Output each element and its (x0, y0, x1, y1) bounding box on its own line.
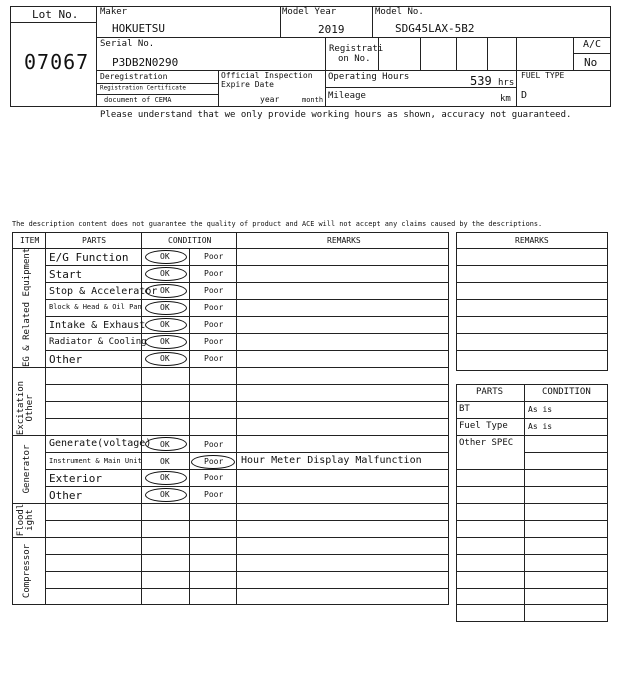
poor-option[interactable]: Poor (204, 320, 224, 329)
ok-option[interactable]: OK (160, 457, 170, 466)
ok-option[interactable]: OK (160, 252, 170, 261)
lot-label: Lot No. (32, 8, 79, 21)
poor-option[interactable]: Poor (204, 354, 224, 363)
maker-label: Maker (100, 7, 128, 17)
model-year-label: Model Year (282, 7, 337, 17)
spec-condition-header: CONDITION (542, 387, 591, 397)
poor-option[interactable]: Poor (204, 457, 224, 466)
mileage-label: Mileage (328, 91, 366, 101)
item-header: ITEM (20, 236, 40, 245)
maker-value: HOKUETSU (112, 22, 165, 35)
poor-option[interactable]: Poor (204, 252, 224, 261)
spec-parts-header: PARTS (476, 387, 504, 397)
disclaimer: The description content does not guarantee the quality of product and ACE will not accept any claims caused by the descriptions. (12, 220, 543, 228)
ok-option[interactable]: OK (160, 303, 170, 312)
model-no-value: SDG45LAX-5B2 (395, 22, 475, 35)
ok-option[interactable]: OK (160, 354, 170, 363)
operating-hours-value: 539 (470, 74, 492, 88)
spec-condition: As is (528, 405, 553, 414)
group-label-generator: Generator (22, 444, 32, 494)
part-name: Stop & Accelerator (49, 286, 158, 297)
part-name: Intake & Exhaust (49, 320, 146, 331)
inspection-label-line2: Expire Date (221, 80, 274, 89)
group-label-eg: EG & Related Equipment (22, 247, 32, 367)
group-label-floodlight (17, 501, 41, 539)
spec-condition: As is (528, 422, 553, 431)
part-name: Radiator & Cooling (49, 337, 147, 347)
spec-part: BT (459, 404, 470, 414)
serial-label: Serial No. (100, 39, 155, 49)
group-label-floodlight-line1: Floodl (16, 503, 26, 537)
ac-label: A/C (583, 39, 602, 50)
year-label: year (260, 95, 280, 104)
spec-part: Fuel Type (459, 421, 508, 431)
poor-option[interactable]: Poor (204, 286, 224, 295)
part-name: Instrument & Main Unit (49, 457, 142, 465)
registration-label-line2: on No. (338, 54, 371, 64)
lot-number: 07067 (24, 50, 90, 74)
part-name: Block & Head & Oil Pan (49, 303, 142, 311)
part-name: Generate(voltage) (49, 438, 152, 449)
poor-option[interactable]: Poor (204, 269, 224, 278)
ok-option[interactable]: OK (160, 440, 170, 449)
ok-option[interactable]: OK (160, 320, 170, 329)
poor-option[interactable]: Poor (204, 490, 224, 499)
group-label-compressor: Compressor (22, 543, 32, 599)
document-label: document of CEMA (104, 96, 172, 104)
model-no-label: Model No. (375, 7, 424, 17)
part-name: E/G Function (49, 251, 129, 264)
serial-value: P3DB2N0290 (112, 56, 179, 69)
remarks-header: REMARKS (327, 236, 361, 245)
fuel-type-value: D (521, 90, 528, 101)
ac-value: No (584, 56, 598, 69)
right-remarks-header: REMARKS (515, 236, 549, 245)
model-year-value: 2019 (318, 23, 345, 36)
group-label-excitation-line2: Other (25, 394, 36, 422)
month-label: month (302, 96, 324, 104)
part-name: Start (49, 268, 83, 281)
group-label-excitation (17, 378, 41, 438)
ok-option[interactable]: OK (160, 473, 170, 482)
ok-option[interactable]: OK (160, 337, 170, 346)
fuel-type-label: FUEL TYPE (521, 71, 565, 80)
poor-option[interactable]: Poor (204, 440, 224, 449)
hours-notice: Please understand that we only provide working hours as shown, accuracy not guaranteed. (100, 110, 572, 120)
deregistration-label: Deregistration (100, 72, 168, 81)
group-label-excitation-line1: Excitation (16, 380, 26, 436)
condition-header: CONDITION (168, 236, 212, 245)
poor-option[interactable]: Poor (204, 473, 224, 482)
poor-option[interactable]: Poor (204, 303, 224, 312)
hrs-unit: hrs (498, 78, 515, 88)
part-name: Exterior (49, 472, 102, 485)
parts-header: PARTS (82, 236, 107, 245)
spec-part: Other SPEC (459, 438, 514, 448)
poor-option[interactable]: Poor (204, 337, 224, 346)
km-unit: km (500, 94, 511, 104)
registration-label-line1: Registrati (329, 44, 384, 54)
part-name: Other (49, 353, 83, 366)
remark-text: Hour Meter Display Malfunction (241, 455, 422, 466)
ok-option[interactable]: OK (160, 490, 170, 499)
part-name: Other (49, 489, 83, 502)
ok-option[interactable]: OK (160, 286, 170, 295)
ok-option[interactable]: OK (160, 269, 170, 278)
group-label-floodlight-line2: ight (25, 509, 36, 531)
registration-certificate-label: Registration Certificate (100, 84, 186, 91)
inspection-label-line1: Official Inspection (221, 71, 313, 80)
operating-hours-label: Operating Hours (328, 72, 410, 82)
